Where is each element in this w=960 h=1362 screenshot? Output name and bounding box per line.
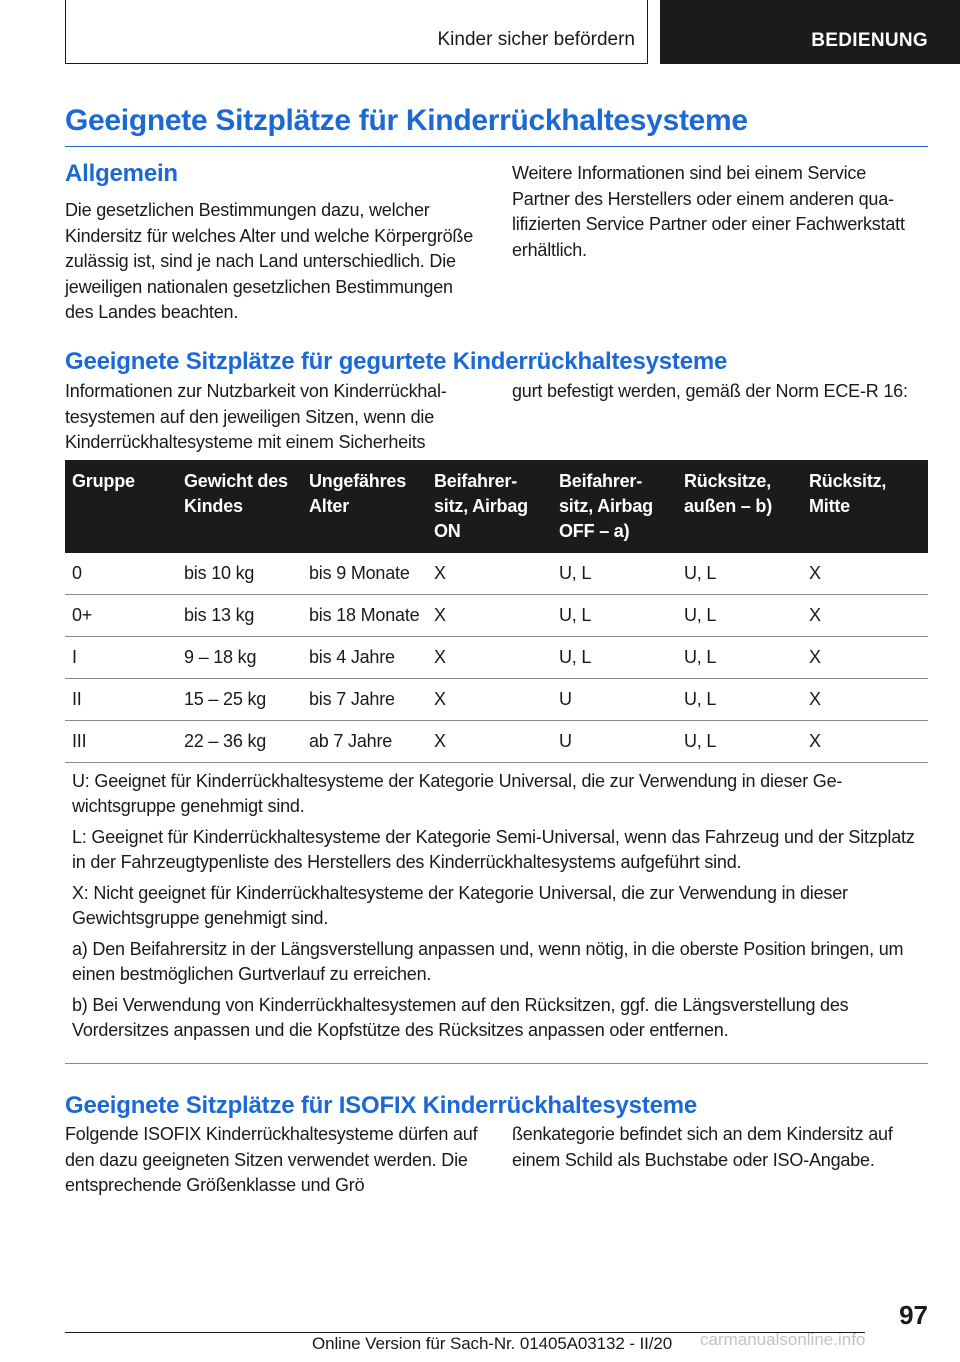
- gegurtet-left-text: Informationen zur Nutzbarkeit von Kinderrückhaltesystemen auf den jeweiligen Sitzen, wenn die Kinderrückhaltesysteme mit einem Sicherheits: [65, 381, 447, 452]
- table-header-cell: Gruppe: [65, 460, 177, 553]
- table-header-cell: Rücksitz, Mitte: [802, 460, 928, 553]
- note-universal: U: Geeignet für Kinderrückhaltesysteme der Kategorie Universal, die zur Verwendung in dieser Gewichtsgruppe genehmigt sind.: [72, 771, 843, 816]
- table-cell: X: [802, 679, 928, 721]
- table-cell: ab 7 Jahre: [302, 721, 427, 763]
- header-chapter-tab: [660, 0, 960, 64]
- note-not-suitable: X: Nicht geeignet für Kinderrückhaltesysteme der Kategorie Universal, die zur Verwendung in dieser Gewichtsgruppe genehmigt sind.: [72, 883, 848, 928]
- footer-online-version: Online Version für Sach-Nr. 01405A03132 - II/20: [312, 1334, 673, 1353]
- table-row: [65, 595, 928, 637]
- table-cell: U, L: [552, 595, 677, 637]
- isofix-right-column: [512, 1122, 928, 1173]
- table-cell: 15 – 25 kg: [177, 679, 302, 721]
- gegurtet-left-column: [65, 379, 485, 456]
- table-cell: III: [65, 721, 177, 763]
- table-cell: X: [427, 637, 552, 679]
- header-section-label: Kinder sicher befördern: [437, 29, 635, 50]
- table-cell: X: [802, 553, 928, 595]
- isofix-left-column: [65, 1122, 485, 1199]
- table-notes-row: [65, 763, 928, 1064]
- page-title: Geeignete Sitzplätze für Kinderrückhaltesysteme: [65, 104, 748, 137]
- note-a: a) Den Beifahrersitz in der Längsverstellung anpassen und, wenn nötig, in die oberste Position bringen, um einen bestmöglichen Gurtverlauf zu erreichen.: [72, 939, 904, 984]
- watermark: carmanualsonline.info: [700, 1330, 866, 1349]
- table-cell: 9 – 18 kg: [177, 637, 302, 679]
- seat-suitability-table: [65, 460, 928, 1064]
- table-cell: U, L: [677, 553, 802, 595]
- table-cell: X: [802, 721, 928, 763]
- table-cell: bis 13 kg: [177, 595, 302, 637]
- isofix-heading: Geeignete Sitzplätze für ISOFIX Kinderrückhaltesysteme: [65, 1092, 698, 1119]
- gegurtet-right-text: gurt befestigt werden, gemäß der Norm ECE-R 16:: [512, 381, 908, 401]
- table-cell: X: [427, 679, 552, 721]
- table-cell: 0+: [65, 595, 177, 637]
- table-header-cell: Gewicht des Kindes: [177, 460, 302, 553]
- table-cell: bis 10 kg: [177, 553, 302, 595]
- gegurtet-right-column: [512, 379, 928, 405]
- table-cell: bis 18 Monate: [302, 595, 427, 637]
- table-cell: U, L: [552, 637, 677, 679]
- note-semi-universal: L: Geeignet für Kinderrückhaltesysteme der Kategorie Semi-Universal, wenn das Fahrzeug und der Sitzplatz in der Fahrzeugtypenliste des Herstellers des Kinderrückhaltesystems aufgeführt sind.: [72, 827, 915, 872]
- allgemein-left-column: [65, 198, 485, 326]
- isofix-right-text: ßenkategorie befindet sich an dem Kindersitz auf einem Schild als Buchstabe oder ISO-Angabe.: [512, 1124, 893, 1170]
- note-b: b) Bei Verwendung von Kinderrückhaltesystemen auf den Rücksitzen, ggf. die Längsverstellung des Vordersitzes anpassen und die Kopfstütze des Rücksitzes anpassen oder entfernen.: [72, 995, 849, 1040]
- table-cell: U, L: [677, 637, 802, 679]
- table-cell: bis 9 Monate: [302, 553, 427, 595]
- table-cell: U, L: [677, 679, 802, 721]
- table-header-cell: Ungefähres Alter: [302, 460, 427, 553]
- title-divider: [65, 146, 928, 147]
- table-header-cell: Beifahrersitz, Airbag OFF – a): [552, 460, 677, 553]
- table-row: [65, 553, 928, 595]
- allgemein-heading: Allgemein: [65, 160, 178, 187]
- table-cell: X: [427, 721, 552, 763]
- table-cell: U: [552, 679, 677, 721]
- table-cell: 22 – 36 kg: [177, 721, 302, 763]
- table-row: [65, 721, 928, 763]
- table-cell: 0: [65, 553, 177, 595]
- table-header-cell: Beifahrersitz, Airbag ON: [427, 460, 552, 553]
- allgemein-right-column: [512, 161, 928, 263]
- allgemein-right-text: Weitere Informationen sind bei einem Service Partner des Herstellers oder einem anderen qualifizierten Service Partner oder einer Fachwerkstatt erhältlich.: [512, 163, 905, 260]
- table-cell: II: [65, 679, 177, 721]
- table-cell: X: [427, 595, 552, 637]
- allgemein-left-text: Die gesetzlichen Bestimmungen dazu, welcher Kindersitz für welches Alter und welche Körpergröße zulässig ist, sind je nach Land unterschiedlich. Die jeweiligen nationalen gesetzlichen Bestimmungen des Landes beachten.: [65, 200, 474, 322]
- table-header-row: [65, 460, 928, 553]
- table-row: [65, 637, 928, 679]
- table-row: [65, 679, 928, 721]
- isofix-left-text: Folgende ISOFIX Kinderrückhaltesysteme dürfen auf den dazu geeigneten Sitzen verwendet werden. Die entsprechende Größenklasse und Grö: [65, 1124, 478, 1195]
- page-number: 97: [899, 1300, 928, 1330]
- table-cell: X: [802, 595, 928, 637]
- table-header-cell: Rücksitze, außen – b): [677, 460, 802, 553]
- table-cell: bis 4 Jahre: [302, 637, 427, 679]
- table-cell: U: [552, 721, 677, 763]
- table-cell: X: [427, 553, 552, 595]
- header-chapter-label: BEDIENUNG: [811, 30, 928, 51]
- gegurtet-heading: Geeignete Sitzplätze für gegurtete Kinderrückhaltesysteme: [65, 348, 728, 375]
- table-notes: [65, 763, 928, 1064]
- table-cell: U, L: [677, 595, 802, 637]
- table-cell: U, L: [552, 553, 677, 595]
- table-cell: bis 7 Jahre: [302, 679, 427, 721]
- table-cell: U, L: [677, 721, 802, 763]
- header-section-tab: [65, 0, 648, 64]
- table-cell: I: [65, 637, 177, 679]
- table-cell: X: [802, 637, 928, 679]
